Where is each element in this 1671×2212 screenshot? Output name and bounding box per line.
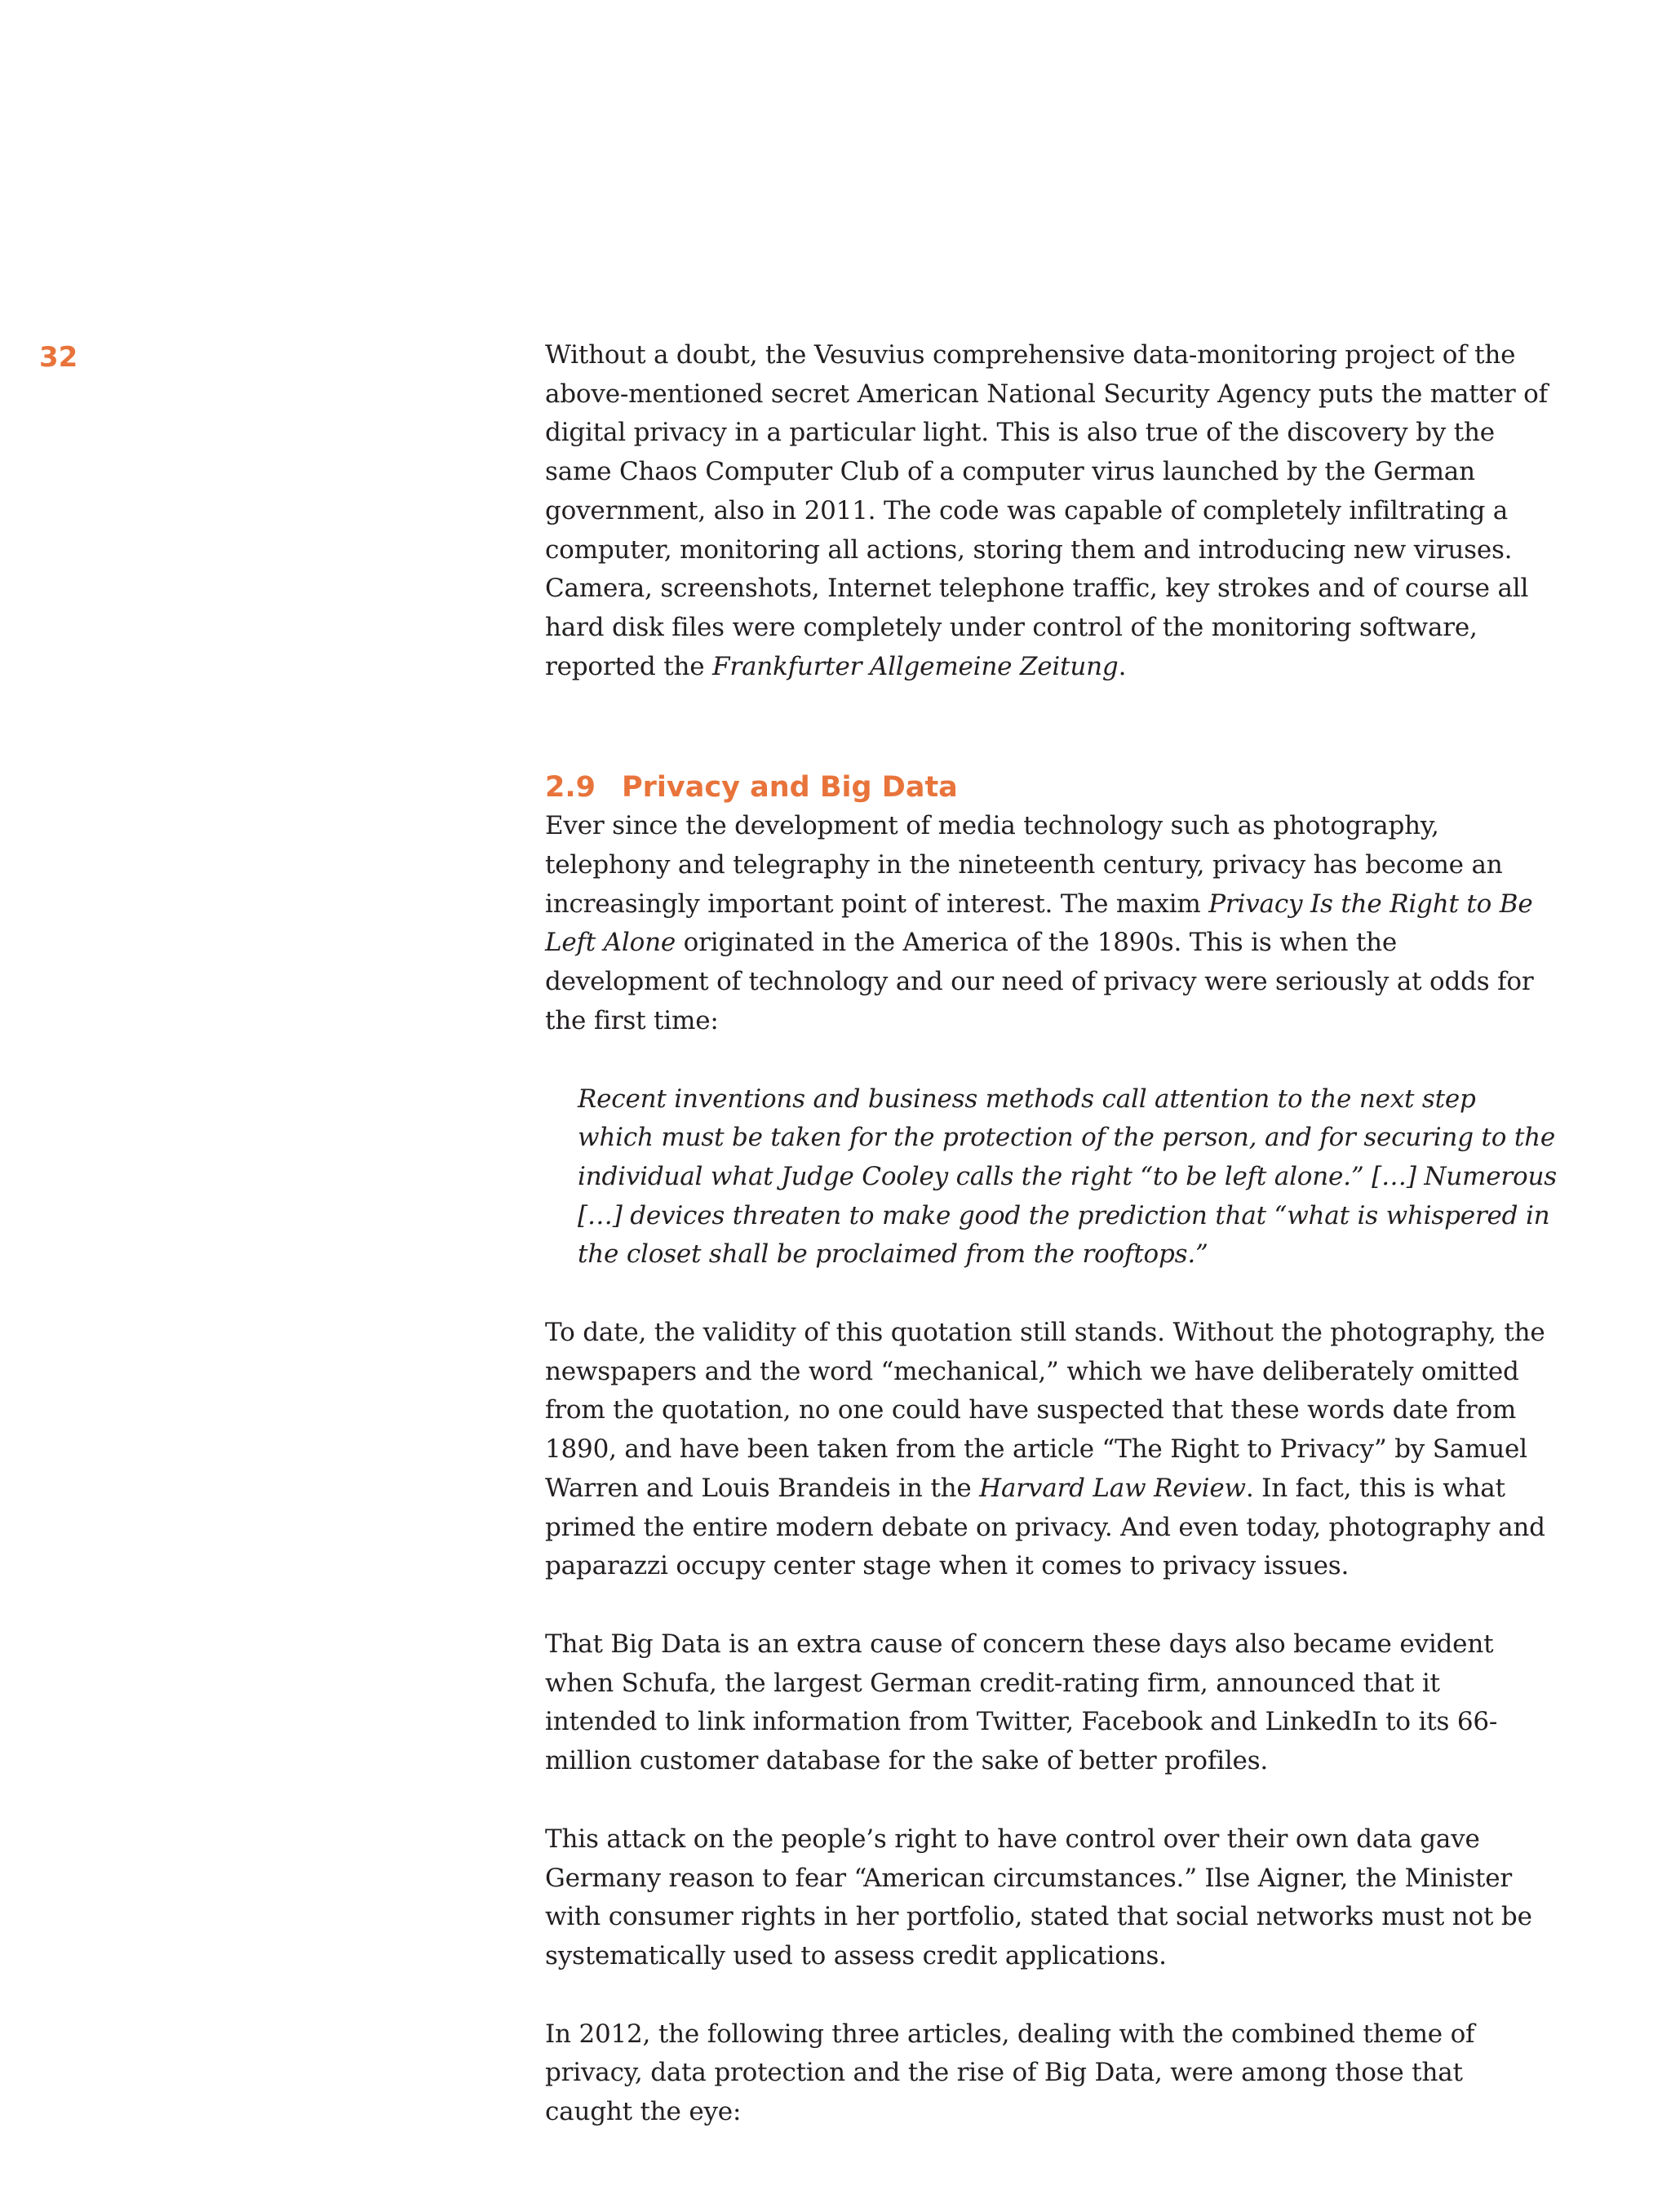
intro-text: Without a doubt, the Vesuvius comprehensive data-monitoring project of the above-mentioned secret American National Security Agency puts the matter of digital privacy in a particular light. This is also true of the discovery by the same Chaos Computer Club of a computer virus launched by the German government, also in 2011. The code was capable of completely infiltrating a computer, monitoring all actions, storing them and introducing new viruses. Camera, screenshots, Internet telephone traffic, key strokes and of course all hard disk files were completely under control of the monitoring software, reported the <box>545 340 1548 681</box>
paragraph-2 <box>545 1314 1557 1586</box>
section-number: 2.9 <box>545 771 596 805</box>
intro-italic-title: Frankfurter Allgemeine Zeitung <box>712 651 1119 681</box>
page-number: 32 <box>39 341 78 374</box>
paragraph-1 <box>545 807 1557 1040</box>
paragraph-2-italic-journal: Harvard Law Review <box>979 1473 1246 1503</box>
main-text-column <box>545 336 1557 2132</box>
intro-paragraph <box>545 336 1557 686</box>
paragraph-5: In 2012, the following three articles, dealing with the combined theme of privacy, data protection and the rise of Big Data, were among those that caught the eye: <box>545 2019 1475 2127</box>
section-heading <box>545 768 1557 807</box>
paragraph-1-text-end: originated in the America of the 1890s. This is when the development of technology and our need of privacy were seriously at odds for the first time: <box>545 928 1534 1035</box>
paragraph-3: That Big Data is an extra cause of concern these days also became evident when Schufa, the largest German credit-rating firm, announced that it intended to link information from Twitter, Facebook and LinkedIn to its 66-million customer database for the sake of better profiles. <box>545 1629 1498 1776</box>
paragraph-2-text: To date, the validity of this quotation still stands. Without the photography, the newspapers and the word “mechanical,” which we have deliberately omitted from the quotation, no one could have suspected that these words date from 1890, and have been taken from the article “The Right to Privacy” by Samuel Warren and Louis Brandeis in the <box>545 1318 1545 1503</box>
section-title: Privacy and Big Data <box>622 771 958 805</box>
paragraph-2-text-end: . In fact, this is what primed the entire modern debate on privacy. And even today, photography and paparazzi occupy center stage when it comes to privacy issues. <box>545 1473 1545 1581</box>
paragraph-1-italic-maxim: Privacy Is the Right to Be Left Alone <box>545 889 1533 958</box>
intro-text-end: . <box>1118 651 1127 681</box>
block-quote: Recent inventions and business methods call attention to the next step which must be taken for the protection of the person, and for securing to the individual what Judge Cooley calls the right “to be left alone.” […] Numerous […] devices threaten to make good the prediction that “what is whispered in the closet shall be proclaimed from the rooftops.” <box>578 1084 1557 1270</box>
paragraph-4: This attack on the people’s right to have control over their own data gave Germany reason to fear “American circumstances.” Ilse Aigner, the Minister with consumer rights in her portfolio, stated that social networks must not be systematically used to assess credit applications. <box>545 1824 1532 1970</box>
paragraph-1-text: Ever since the development of media technology such as photography, telephony and telegraphy in the nineteenth century, privacy has become an increasingly important point of interest. The maxim <box>545 811 1503 919</box>
